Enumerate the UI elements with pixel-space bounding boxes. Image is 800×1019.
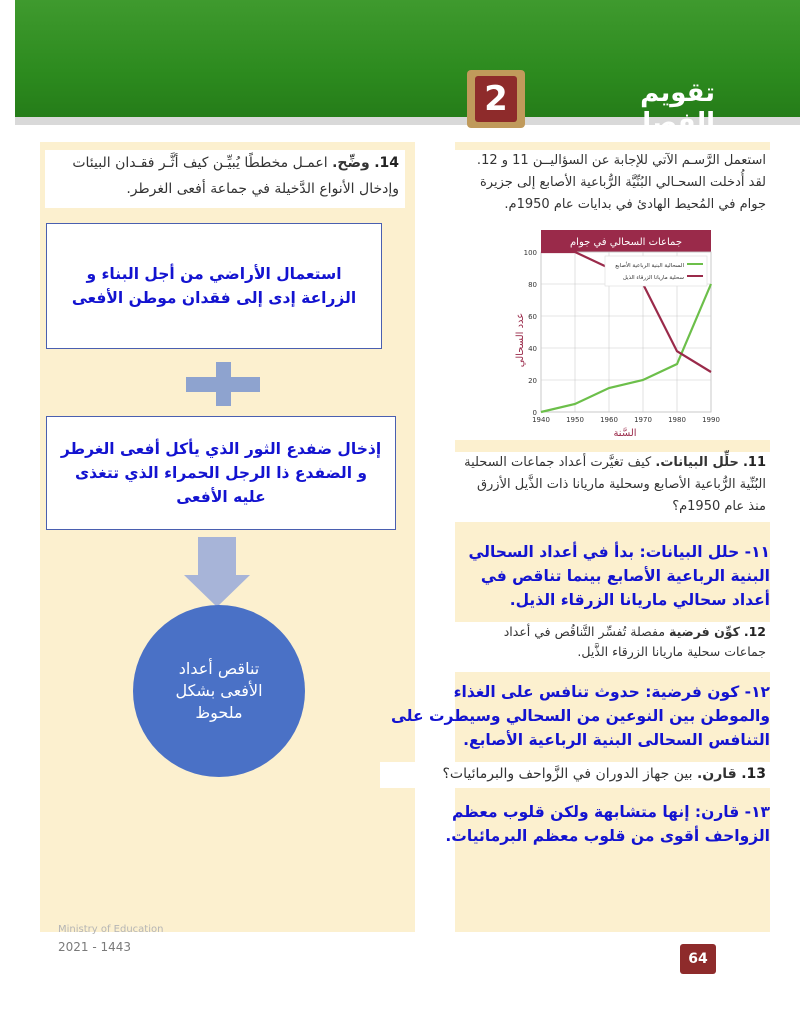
question-14-number: 14. bbox=[374, 155, 399, 171]
chapter-title: تقويم الفصل bbox=[628, 78, 715, 138]
question-14-verb: وضِّح. bbox=[332, 155, 370, 171]
chapter-number: 2 bbox=[475, 76, 517, 122]
question-14 bbox=[45, 150, 405, 208]
chart-y-tick-label: 0 bbox=[532, 409, 537, 417]
arrow-down-icon bbox=[184, 537, 250, 607]
chart-x-tick-label: 1950 bbox=[566, 416, 584, 424]
question-12 bbox=[455, 622, 770, 672]
chart-legend bbox=[605, 256, 707, 286]
answer-13: ١٣- قارن: إنها متشابهة ولكن قلوب معظم الزواحف أقوى من قلوب معظم البرمائيات. bbox=[445, 803, 770, 845]
question-12-number: 12. bbox=[743, 624, 766, 639]
intro-text: استعمل الرَّسـم الآتي للإجابة عن السؤاليــن 11 و 12. لقد أُدخلت السحـالي البُنِّيَّة الرُّباعية الأصابع إلى جزيرة جوام في المُحيط الهادئ في بدايات عام 1950م. bbox=[476, 153, 766, 212]
chart-x-tick-label: 1980 bbox=[668, 416, 686, 424]
question-13-text: بين جهاز الدوران في الزَّواحف والبرمائيات؟ bbox=[442, 766, 693, 782]
page-number: 64 bbox=[680, 944, 716, 974]
chart-y-tick-label: 40 bbox=[528, 345, 537, 353]
question-11-number: 11. bbox=[742, 455, 766, 470]
answer-11: ١١- حلل البيانات: بدأ في أعداد السحالي البنية الرباعية الأصابع بينما تناقص في أعداد سحالي ماريانا الزرقاء الذيل. bbox=[468, 543, 770, 609]
question-13-verb: قارن. bbox=[696, 766, 737, 782]
chart-y-tick-label: 100 bbox=[523, 249, 537, 257]
chart-legend-box bbox=[605, 256, 707, 286]
chart-legend-label: السحالية البنية الرباعية الأصابع bbox=[615, 263, 684, 269]
chart-y-tick-label: 60 bbox=[528, 313, 537, 321]
chart-y-tick-label: 80 bbox=[528, 281, 537, 289]
chart-x-tick-label: 1960 bbox=[600, 416, 618, 424]
chart-x-tick-label: 1990 bbox=[702, 416, 720, 424]
chart-x-axis-label: السَّنة bbox=[613, 428, 637, 439]
chart-y-tick-label: 20 bbox=[528, 377, 537, 385]
chart-x-tick-label: 1970 bbox=[634, 416, 652, 424]
question-12-text: مفصلة تُفسِّر التَّناقُص في أعداد جماعات سحلية ماريانا الزرقاء الذَّيل. bbox=[503, 624, 766, 659]
answer-12: ١٢- كون فرضية: حدوث تنافس على الغذاء والموطن بين النوعين من السحالي وسيطرت على التنافس السحالى البنية الرباعية الأصابع. bbox=[390, 683, 770, 749]
chapter-number-badge bbox=[467, 70, 525, 128]
edition-year: 2021 - 1443 bbox=[58, 940, 132, 954]
question-11-verb: حلِّل البيانات. bbox=[655, 455, 739, 470]
flowchart-box-invasive-species: إذخال ضفدع الثور الذي يأكل أفعى الغرطر و الضفدع ذا الرجل الحمراء الذي تتغذى عليه الأفعى bbox=[46, 416, 396, 530]
question-11 bbox=[455, 452, 770, 522]
chart-y-axis-label: عدد السحالي bbox=[515, 312, 526, 368]
question-12-verb: كوِّن فرضية bbox=[669, 624, 740, 639]
lizard-population-chart bbox=[455, 222, 770, 440]
question-11-text: كيف تغيَّرت أعداد جماعات السحلية البُنِّية الرُّباعية الأصابع وسحلية ماريانا ذات الذَّيل الأزرق منذ عام 1950م؟ bbox=[464, 455, 766, 514]
ministry-watermark: Ministry of Education bbox=[58, 924, 164, 935]
chart-x-tick-label: 1940 bbox=[532, 416, 550, 424]
plus-icon bbox=[186, 362, 260, 406]
flowchart-result-circle: تناقص أعداد الأفعى بشكل ملحوظ bbox=[133, 605, 305, 777]
chart-legend-label: سحلية ماريانا الزرقاء الذيل bbox=[622, 275, 684, 281]
question-13 bbox=[380, 762, 770, 788]
flowchart-box-habitat-loss: استعمال الأراضي من أجل البناء و الزراعة إدى إلى فقدان موطن الأفعى bbox=[46, 223, 382, 349]
question-14-text: اعمـل مخططًا يُبيِّـن كيف أثَّـر فقـدان البيئات وإدخال الأنواع الدَّخيلة في جماعة أفعى الغرطر. bbox=[72, 155, 399, 197]
question-13-number: 13. bbox=[741, 766, 766, 782]
chart-title: جماعات السحالي في جوام bbox=[569, 237, 683, 248]
